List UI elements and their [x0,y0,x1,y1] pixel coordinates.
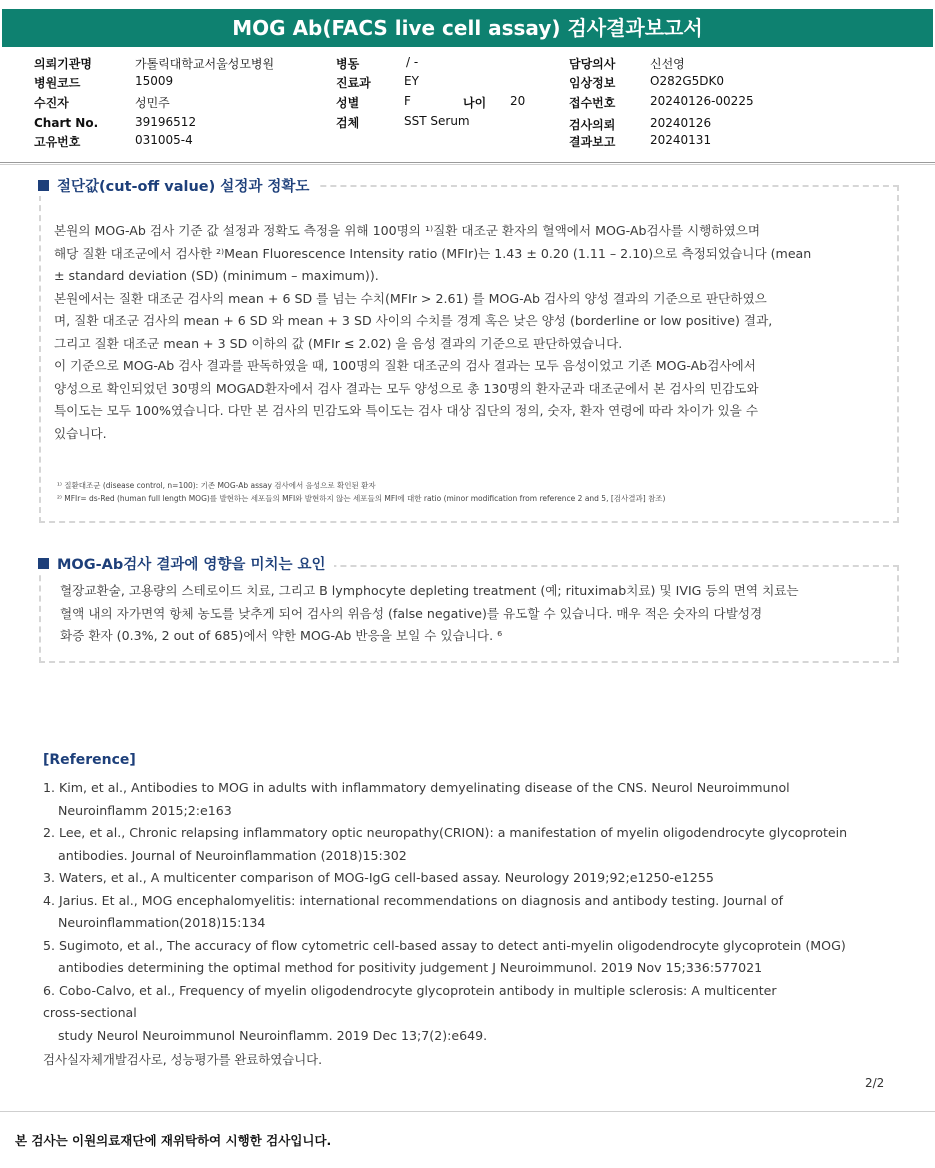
report-title: MOG Ab(FACS live cell assay) 검사결과보고서 [2,9,933,47]
cutoff-line: 본원의 MOG-Ab 검사 기준 값 설정과 정확도 측정을 위해 100명의 ¹⁾질환 대조군 환자의 혈액에서 MOG-Ab검사를 시행하였으며 [54,223,761,238]
reference-line: 5. Sugimoto, et al., The accuracy of flow cytometric cell-based assay to detect anti-myelin oligodendrocyte glycoprotein (MOG) [43,937,846,953]
cutoff-line: 해당 질환 대조군에서 검사한 ²⁾Mean Fluorescence Intensity ratio (MFIr)는 1.43 ± 0.20 (1.11 – 2.10)으로 측정되었습니다 (mean [54,245,812,261]
report-date-value: 20240131 [650,133,712,147]
reference-line: antibodies determining the optimal method for positivity judgement J Neuroimmunol. 2019 Nov 15;336:577021 [58,960,763,975]
unique-no-label: 고유번호 [34,135,81,149]
institution-value: 가톨릭대학교서울성모병원 [135,57,275,71]
department-label: 진료과 [336,76,371,90]
header-divider [0,162,935,163]
cutoff-section-heading [38,175,317,196]
page-number: 2/2 [865,1076,885,1090]
clinical-info-label: 임상정보 [569,76,616,90]
reference-line: Neuroinflamm 2015;2:e163 [58,802,232,818]
footnote-1: ¹⁾ 질환대조군 (disease control, n=100): 기존 MOG-Ab assay 검사에서 음성으로 확인된 환자 [57,481,376,490]
cutoff-line: ± standard deviation (SD) (minimum – maximum)). [54,268,379,283]
reference-line: antibodies. Journal of Neuroinflammation (2018)15:302 [58,847,407,863]
reference-list [43,777,847,1047]
hospital-code-value: 15009 [135,74,174,88]
header-divider-secondary [0,164,935,165]
reference-line: 2. Lee, et al., Chronic relapsing inflammatory optic neuropathy(CRION): a manifestation of myelin oligodendrocyte glycoprotein [43,825,848,840]
department-value: EY [404,74,419,88]
factors-section-heading [38,553,334,574]
chart-no-label: Chart No. [34,116,99,130]
reference-line: Neuroinflammation(2018)15:134 [58,915,266,930]
sex-value: F [404,94,411,108]
institution-label: 의뢰기관명 [34,57,92,71]
footer-divider [0,1111,935,1112]
doctor-value: 신선영 [650,57,685,71]
recipient-value: 성민주 [135,96,170,110]
specimen-value: SST Serum [404,114,470,128]
cutoff-heading-text: 절단값(cut-off value) 설정과 정확도 [57,179,310,195]
reference-line: 3. Waters, et al., A multicenter comparison of MOG-IgG cell-based assay. Neurology 2019;92;e1250-e1255 [43,870,714,885]
reference-line: study Neurol Neuroimmunol Neuroinflamm. 2019 Dec 13;7(2):e649. [58,1027,488,1043]
cutoff-line: 며, 질환 대조군 검사의 mean + 6 SD 와 mean + 3 SD 사이의 수치를 경계 혹은 낮은 양성 (borderline or low positive) 결과, [54,313,773,328]
cutoff-line: 있습니다. [54,425,107,441]
factors-line: 화증 환자 (0.3%, 2 out of 685)에서 약한 MOG-Ab 반응을 보일 수 있습니다. ⁶ [60,628,503,643]
cutoff-line: 양성으로 확인되었던 30명의 MOGAD환자에서 검사 결과는 모두 양성으로 총 130명의 환자군과 대조군에서 본 검사의 민감도와 [54,380,759,396]
square-bullet-icon [38,180,49,191]
reference-line: 6. Cobo-Calvo, et al., Frequency of myelin oligodendrocyte glycoprotein antibody in multiple sclerosis: A multicenter [43,982,777,998]
reference-line: cross-sectional [43,1005,137,1020]
cutoff-line: 이 기준으로 MOG-Ab 검사 결과를 판독하였을 때, 100명의 질환 대조군의 검사 결과는 모두 음성이었고 기존 MOG-Ab검사에서 [54,358,756,373]
age-value: 20 [510,94,526,108]
cutoff-paragraph [54,220,894,445]
hospital-code-label: 병원코드 [34,76,81,90]
receipt-no-value: 20240126-00225 [650,94,754,108]
age-label: 나이 [463,96,487,110]
factors-heading-text: MOG-Ab검사 결과에 영향을 미치는 요인 [57,557,326,573]
receipt-no-label: 접수번호 [569,96,616,110]
request-label: 검사의뢰 [569,118,616,132]
doctor-label: 담당의사 [569,57,616,71]
sex-label: 성별 [336,96,360,110]
ward-value: / - [406,55,419,69]
factors-paragraph [60,580,895,648]
reference-heading: [Reference] [43,752,136,768]
factors-line: 혈액 내의 자가면역 항체 농도를 낮추게 되어 검사의 위음성 (false negative)를 유도할 수 있습니다. 매우 적은 숫자의 다발성경 [60,605,763,621]
ward-label: 병동 [336,57,360,71]
chart-no-value: 39196512 [135,115,197,129]
request-date-value: 20240126 [650,116,712,130]
validation-note: 검사실자체개발검사로, 성능평가를 완료하였습니다. [43,1052,323,1067]
specimen-label: 검체 [336,116,360,130]
cutoff-line: 그리고 질환 대조군 mean + 3 SD 이하의 값 (MFIr ≤ 2.02) 을 음성 결과의 기준으로 판단하였습니다. [54,335,623,351]
factors-line: 혈장교환술, 고용량의 스테로이드 치료, 그리고 B lymphocyte depleting treatment (예; rituximab치료) 및 IVIG 등의 면역 치료는 [60,583,799,598]
footer-note: 본 검사는 이원의료재단에 재위탁하여 시행한 검사입니다. [15,1133,332,1148]
reference-line: 4. Jarius. Et al., MOG encephalomyelitis: international recommendations on diagnosis and antibody testing. Journal of [43,892,784,908]
reference-line: 1. Kim, et al., Antibodies to MOG in adults with inflammatory demyelinating disease of the CNS. Neurol Neuroimmunol [43,780,790,795]
report-label: 결과보고 [569,135,616,149]
footnote-2: ²⁾ MFIr= ds-Red (human full length MOG)를 발현하는 세포들의 MFI와 발현하지 않는 세포들의 MFI에 대한 ratio (minor modification from reference 2 and 5, [검사결과] 참조) [57,494,666,503]
cutoff-line: 특이도는 모두 100%였습니다. 다만 본 검사의 민감도와 특이도는 검사 대상 집단의 정의, 숫자, 환자 연령에 따라 차이가 있을 수 [54,403,759,418]
square-bullet-icon [38,558,49,569]
clinical-info-value: O282G5DK0 [650,74,725,88]
cutoff-line: 본원에서는 질환 대조군 검사의 mean + 6 SD 를 넘는 수치(MFIr > 2.61) 를 MOG-Ab 검사의 양성 결과의 기준으로 판단하였으 [54,290,767,306]
cutoff-footnotes [57,479,887,505]
unique-no-value: 031005-4 [135,133,193,147]
recipient-label: 수진자 [34,96,69,110]
